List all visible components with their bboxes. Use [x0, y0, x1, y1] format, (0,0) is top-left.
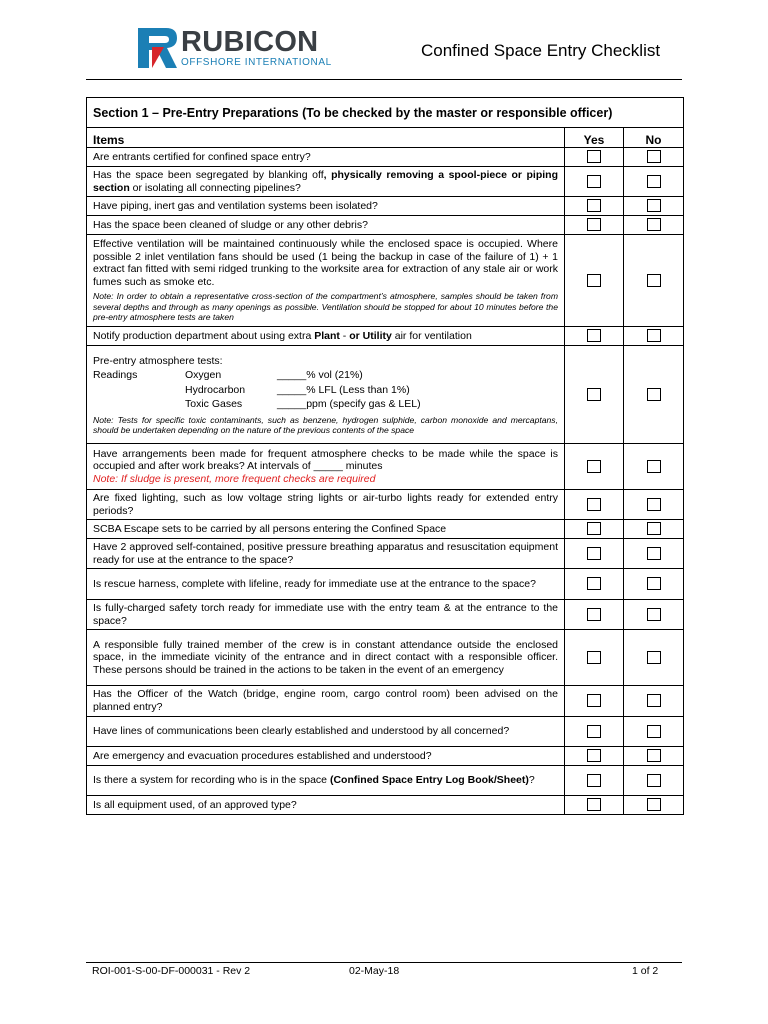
no-checkbox[interactable]	[647, 388, 661, 401]
checklist-row	[87, 235, 684, 327]
atmosphere-note: Note: Tests for specific toxic contaminants, such as benzene, hydrogen sulphide, carbon monoxide and mercaptans, should be undertaken depending on the nature of the previous contents of the space	[93, 414, 558, 435]
hydrocarbon-value: _____% LFL (Less than 1%)	[277, 383, 410, 396]
checklist-row	[87, 490, 684, 520]
no-checkbox[interactable]	[647, 749, 661, 762]
atmosphere-checks-text: Have arrangements been made for frequent atmosphere checks to be made while the space is occupied and after work breaks? At intervals of _____ minutes	[93, 447, 558, 473]
page-number: 1 of 2	[632, 965, 659, 977]
checklist-row	[87, 600, 684, 630]
yes-checkbox[interactable]	[587, 460, 601, 473]
yes-checkbox[interactable]	[587, 498, 601, 511]
item-text	[87, 235, 565, 327]
no-checkbox[interactable]	[647, 199, 661, 212]
yes-checkbox[interactable]	[587, 522, 601, 535]
readings-grid	[93, 368, 558, 412]
yes-checkbox[interactable]	[587, 608, 601, 621]
yes-checkbox[interactable]	[587, 274, 601, 287]
item-text	[87, 444, 565, 490]
no-checkbox[interactable]	[647, 460, 661, 473]
item-text: Has the Officer of the Watch (bridge, engine room, cargo control room) been advised on the planned entry?	[87, 686, 565, 717]
checklist-row	[87, 569, 684, 600]
checklist-row	[87, 539, 684, 569]
checklist-row	[87, 167, 684, 197]
item-text: Is there a system for recording who is in the space (Confined Space Entry Log Book/Sheet)?	[87, 766, 565, 796]
item-text: Are emergency and evacuation procedures established and understood?	[87, 747, 565, 766]
item-text: Notify production department about using extra Plant - or Utility air for ventilation	[87, 327, 565, 346]
item-text: Is rescue harness, complete with lifeline, ready for immediate use at the entrance to the space?	[87, 569, 565, 600]
no-checkbox[interactable]	[647, 218, 661, 231]
no-checkbox[interactable]	[647, 798, 661, 811]
yes-checkbox[interactable]	[587, 388, 601, 401]
item-text	[87, 346, 565, 444]
yes-checkbox[interactable]	[587, 774, 601, 787]
ventilation-note: Note: In order to obtain a representative cross-section of the compartment’s atmosphere, samples should be taken from several depths and through as many openings as possible. Ventilation should be stopped for about 10 minutes before the pre-entry atmosphere tests are taken	[93, 291, 558, 323]
yes-checkbox[interactable]	[587, 694, 601, 707]
checklist-row	[87, 747, 684, 766]
footer-divider	[86, 962, 682, 963]
checklist-row	[87, 216, 684, 235]
item-text: Has the space been segregated by blanking off, physically removing a spool-piece or piping section or isolating all connecting pipelines?	[87, 167, 565, 197]
document-reference: ROI-001-S-00-DF-000031 - Rev 2	[92, 965, 251, 977]
column-header-no: No	[624, 128, 684, 148]
section-title: Section 1 – Pre-Entry Preparations (To be checked by the master or responsible officer)	[87, 98, 684, 128]
ventilation-text: Effective ventilation will be maintained continuously while the enclosed space is occupied. Where possible 2 inlet ventilation fans should be used (1 being the backup in case of the failure of 1) + 1 extract fan fitted with semi ridged trunking to the worksite area for extraction of any stale air or work fumes such as smoke etc.	[93, 238, 558, 288]
no-checkbox[interactable]	[647, 175, 661, 188]
checklist-table	[86, 97, 684, 815]
checklist-row	[87, 327, 684, 346]
item-text: Have 2 approved self-contained, positive pressure breathing apparatus and resuscitation equipment ready for use at the entrance to the space?	[87, 539, 565, 569]
sludge-note: Note: If sludge is present, more frequent checks are required	[93, 472, 376, 485]
toxic-gases-label: Toxic Gases	[185, 398, 243, 410]
yes-checkbox[interactable]	[587, 749, 601, 762]
yes-checkbox[interactable]	[587, 577, 601, 590]
document-title: Confined Space Entry Checklist	[421, 41, 661, 60]
no-checkbox[interactable]	[647, 651, 661, 664]
item-text: Are fixed lighting, such as low voltage string lights or air-turbo lights ready for extended entry periods?	[87, 490, 565, 520]
oxygen-label: Oxygen	[185, 369, 222, 381]
yes-checkbox[interactable]	[587, 798, 601, 811]
checklist-row	[87, 520, 684, 539]
yes-checkbox[interactable]	[587, 199, 601, 212]
no-checkbox[interactable]	[647, 608, 661, 621]
checklist-row	[87, 686, 684, 717]
checklist-row	[87, 717, 684, 747]
checklist-row	[87, 148, 684, 167]
company-logo	[138, 26, 338, 72]
checklist-row	[87, 766, 684, 796]
readings-label: Readings	[93, 369, 138, 381]
toxic-gases-value: _____ppm (specify gas & LEL)	[277, 398, 421, 410]
no-checkbox[interactable]	[647, 274, 661, 287]
item-text: Has the space been cleaned of sludge or any other debris?	[87, 216, 565, 235]
section-header-row	[87, 98, 684, 128]
no-checkbox[interactable]	[647, 774, 661, 787]
column-header-items: Items	[87, 128, 565, 148]
no-checkbox[interactable]	[647, 577, 661, 590]
brand-subtitle: OFFSHORE INTERNATIONAL	[181, 57, 332, 68]
yes-checkbox[interactable]	[587, 175, 601, 188]
no-checkbox[interactable]	[647, 329, 661, 342]
hydrocarbon-label: Hydrocarbon	[185, 383, 246, 396]
item-text: Is fully-charged safety torch ready for immediate use with the entry team & at the entrance to the space?	[87, 600, 565, 630]
yes-checkbox[interactable]	[587, 150, 601, 163]
yes-checkbox[interactable]	[587, 547, 601, 560]
yes-checkbox[interactable]	[587, 329, 601, 342]
yes-checkbox[interactable]	[587, 725, 601, 738]
column-header-yes: Yes	[565, 128, 624, 148]
brand-name: RUBICON	[181, 26, 319, 58]
no-checkbox[interactable]	[647, 498, 661, 511]
atmosphere-tests-intro: Pre-entry atmosphere tests:	[93, 354, 223, 367]
item-text: Have lines of communications been clearly established and understood by all concerned?	[87, 717, 565, 747]
item-text: Are entrants certified for confined space entry?	[87, 148, 565, 167]
item-text: Have piping, inert gas and ventilation systems been isolated?	[87, 197, 565, 216]
item-text: SCBA Escape sets to be carried by all persons entering the Confined Space	[87, 520, 565, 539]
checklist-row	[87, 444, 684, 490]
no-checkbox[interactable]	[647, 522, 661, 535]
rubicon-logo-mark-icon	[138, 26, 178, 72]
checklist-row	[87, 630, 684, 686]
checklist-row	[87, 346, 684, 444]
no-checkbox[interactable]	[647, 725, 661, 738]
column-header-row	[87, 128, 684, 148]
no-checkbox[interactable]	[647, 694, 661, 707]
item-text: Is all equipment used, of an approved type?	[87, 796, 565, 815]
checklist-row	[87, 197, 684, 216]
no-checkbox[interactable]	[647, 547, 661, 560]
yes-checkbox[interactable]	[587, 651, 601, 664]
header-divider	[86, 79, 682, 80]
checklist-row	[87, 796, 684, 815]
no-checkbox[interactable]	[647, 150, 661, 163]
oxygen-value: _____% vol (21%)	[277, 369, 363, 381]
yes-checkbox[interactable]	[587, 218, 601, 231]
document-date: 02-May-18	[349, 965, 400, 977]
item-text: A responsible fully trained member of the crew is in constant attendance outside the enclosed space, in the immediate vicinity of the entrance and in direct contact with a responsible officer. These persons should be trained in the actions to be taken in the event of an emergency	[87, 630, 565, 686]
